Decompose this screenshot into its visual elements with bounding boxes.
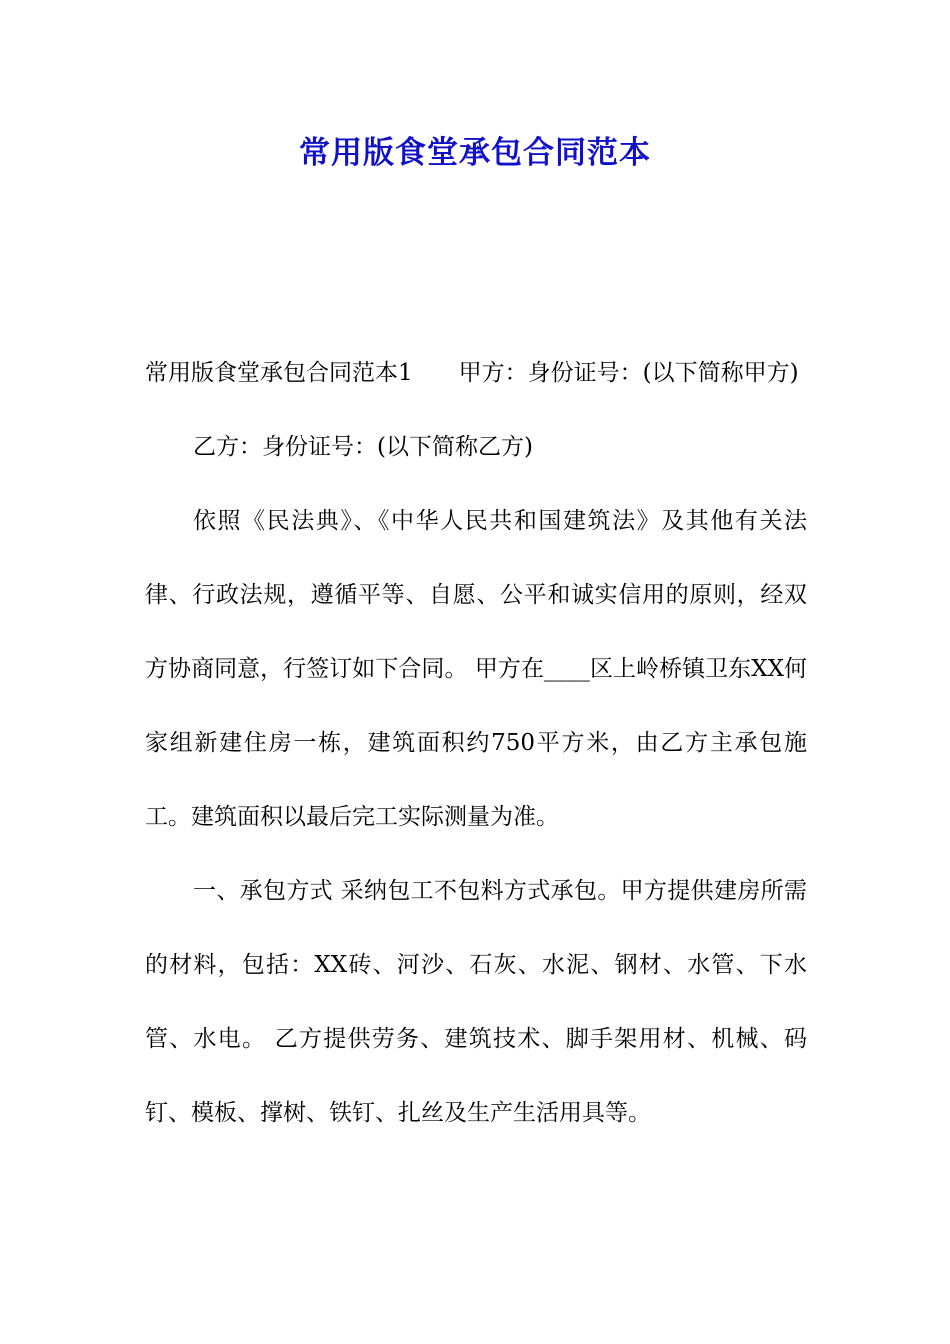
document-title: 常用版食堂承包合同范本 <box>299 135 651 171</box>
paragraph-party-b: 乙方：身份证号：(以下简称乙方) <box>193 434 533 460</box>
paragraph-intro: 常用版食堂承包合同范本1 甲方：身份证号：(以下简称甲方) <box>145 360 799 386</box>
paragraph-basis: 依照《民法典》、《中华人民共和国建筑法》及其他有关法律、行政法规，遵循平等、自愿、公平和诚实信用的原则，经双方协商同意，行签订如下合同。 甲方在____区上岭桥镇卫东XX何家组新建住房一栋，建筑面积约750平方米，由乙方主承包施工。建筑面积以最后完工实际测量为准。 <box>145 508 807 830</box>
paragraph-contract-method: 一、承包方式 采纳包工不包料方式承包。甲方提供建房所需的材料，包括：XX砖、河沙、石灰、水泥、钢材、水管、下水管、水电。 乙方提供劳务、建筑技术、脚手架用材、机械、码钉、模板、撑树、铁钉、扎丝及生产生活用具等。 <box>145 878 807 1126</box>
document-body <box>145 336 807 1150</box>
